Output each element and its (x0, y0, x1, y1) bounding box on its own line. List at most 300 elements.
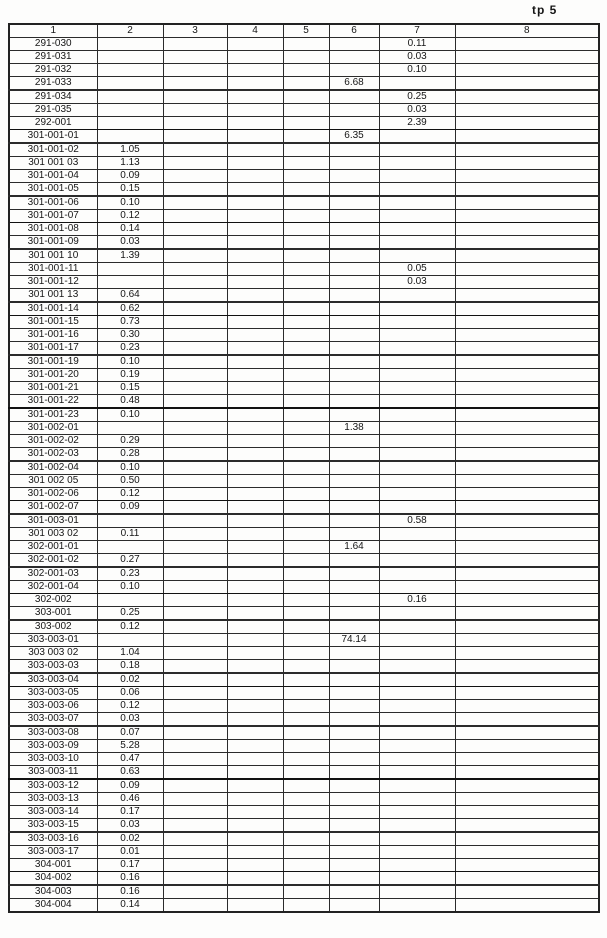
value-cell (455, 263, 599, 276)
table-row (9, 581, 599, 594)
value-cell (455, 130, 599, 144)
value-cell (329, 382, 379, 395)
value-cell: 0.02 (97, 673, 163, 687)
value-cell (283, 673, 329, 687)
row-code-cell: 301 001 13 (9, 289, 97, 303)
value-cell (163, 528, 227, 541)
value-cell (283, 461, 329, 475)
value-cell (379, 832, 455, 846)
value-cell: 0.23 (97, 567, 163, 581)
value-cell (455, 488, 599, 501)
value-cell (283, 872, 329, 886)
row-code-cell: 302-001-04 (9, 581, 97, 594)
value-cell (455, 236, 599, 250)
value-cell (163, 329, 227, 342)
value-cell (455, 316, 599, 329)
value-cell (163, 170, 227, 183)
value-cell (329, 581, 379, 594)
row-code-cell: 302-002 (9, 594, 97, 607)
value-cell (455, 766, 599, 780)
value-cell (227, 594, 283, 607)
value-cell (379, 660, 455, 674)
table-row (9, 408, 599, 422)
value-cell (163, 872, 227, 886)
value-cell: 0.46 (97, 793, 163, 806)
value-cell (455, 276, 599, 289)
row-code-cell: 301-001-08 (9, 223, 97, 236)
value-cell (227, 832, 283, 846)
value-cell: 0.12 (97, 488, 163, 501)
row-code-cell: 301-001-12 (9, 276, 97, 289)
value-cell: 6.68 (329, 77, 379, 91)
value-cell (163, 143, 227, 157)
value-cell (163, 713, 227, 727)
value-cell (379, 157, 455, 170)
value-cell: 0.01 (97, 846, 163, 859)
row-code-cell: 303-003-14 (9, 806, 97, 819)
value-cell (283, 501, 329, 515)
value-cell (455, 448, 599, 462)
value-cell: 0.50 (97, 475, 163, 488)
table-row (9, 859, 599, 872)
value-cell (455, 157, 599, 170)
value-cell: 0.63 (97, 766, 163, 780)
value-cell (379, 899, 455, 913)
value-cell (283, 104, 329, 117)
value-cell (379, 329, 455, 342)
value-cell (283, 236, 329, 250)
value-cell (163, 514, 227, 528)
row-code-cell: 303 003 02 (9, 647, 97, 660)
value-cell: 0.03 (379, 51, 455, 64)
table-row (9, 329, 599, 342)
value-cell (379, 249, 455, 263)
value-cell (163, 117, 227, 130)
value-cell (455, 461, 599, 475)
value-cell (227, 806, 283, 819)
value-cell: 0.14 (97, 899, 163, 913)
table-row (9, 130, 599, 144)
value-cell (455, 740, 599, 753)
value-cell (227, 369, 283, 382)
value-cell (379, 210, 455, 223)
value-cell (329, 859, 379, 872)
value-cell: 0.15 (97, 382, 163, 395)
data-table (8, 23, 600, 913)
table-row (9, 395, 599, 409)
row-code-cell: 301-002-01 (9, 422, 97, 435)
value-cell (227, 90, 283, 104)
row-code-cell: 291-034 (9, 90, 97, 104)
table-row (9, 634, 599, 647)
value-cell (227, 528, 283, 541)
value-cell (455, 170, 599, 183)
value-cell: 1.13 (97, 157, 163, 170)
value-cell (329, 461, 379, 475)
table-row (9, 249, 599, 263)
value-cell (283, 369, 329, 382)
table-row (9, 753, 599, 766)
value-cell (379, 316, 455, 329)
row-code-cell: 301-002-02 (9, 435, 97, 448)
value-cell (227, 740, 283, 753)
value-cell (455, 687, 599, 700)
value-cell (163, 620, 227, 634)
value-cell (283, 249, 329, 263)
value-cell (283, 38, 329, 51)
value-cell (97, 541, 163, 554)
value-cell (163, 90, 227, 104)
value-cell (163, 885, 227, 899)
value-cell (283, 435, 329, 448)
value-cell (227, 183, 283, 197)
row-code-cell: 303-003-16 (9, 832, 97, 846)
column-header-1: 1 (9, 24, 97, 38)
value-cell (329, 435, 379, 448)
value-cell (227, 607, 283, 621)
value-cell: 0.17 (97, 859, 163, 872)
value-cell: 0.27 (97, 554, 163, 568)
table-row (9, 38, 599, 51)
table-row (9, 77, 599, 91)
value-cell (283, 488, 329, 501)
row-code-cell: 301-001-14 (9, 302, 97, 316)
column-header-6: 6 (329, 24, 379, 38)
value-cell (163, 263, 227, 276)
row-code-cell: 304-004 (9, 899, 97, 913)
value-cell (379, 183, 455, 197)
value-cell (163, 38, 227, 51)
value-cell (329, 819, 379, 833)
value-cell (283, 634, 329, 647)
value-cell: 0.10 (97, 461, 163, 475)
value-cell (379, 196, 455, 210)
value-cell (163, 806, 227, 819)
value-cell (455, 620, 599, 634)
value-cell (455, 435, 599, 448)
table-row (9, 104, 599, 117)
value-cell (329, 488, 379, 501)
value-cell (227, 157, 283, 170)
value-cell (379, 355, 455, 369)
column-header-5: 5 (283, 24, 329, 38)
table-row (9, 594, 599, 607)
value-cell (379, 554, 455, 568)
value-cell (97, 117, 163, 130)
value-cell (163, 289, 227, 303)
value-cell (329, 210, 379, 223)
value-cell (379, 475, 455, 488)
value-cell (283, 183, 329, 197)
row-code-cell: 301-001-06 (9, 196, 97, 210)
value-cell (97, 64, 163, 77)
value-cell (283, 475, 329, 488)
value-cell (455, 342, 599, 356)
table-row (9, 51, 599, 64)
row-code-cell: 291-035 (9, 104, 97, 117)
value-cell (379, 408, 455, 422)
table-row (9, 210, 599, 223)
value-cell (163, 753, 227, 766)
value-cell (455, 713, 599, 727)
value-cell (283, 395, 329, 409)
value-cell (379, 130, 455, 144)
value-cell (283, 355, 329, 369)
row-code-cell: 303-003-10 (9, 753, 97, 766)
value-cell (379, 77, 455, 91)
value-cell (283, 660, 329, 674)
value-cell (379, 726, 455, 740)
value-cell (379, 395, 455, 409)
value-cell (379, 859, 455, 872)
value-cell (227, 276, 283, 289)
value-cell (329, 753, 379, 766)
value-cell (163, 766, 227, 780)
value-cell (227, 77, 283, 91)
value-cell (329, 302, 379, 316)
value-cell (97, 130, 163, 144)
value-cell (227, 223, 283, 236)
value-cell (227, 104, 283, 117)
table-row (9, 660, 599, 674)
table-row (9, 501, 599, 515)
value-cell (227, 342, 283, 356)
value-cell (283, 329, 329, 342)
value-cell (329, 475, 379, 488)
value-cell (455, 104, 599, 117)
value-cell (455, 700, 599, 713)
value-cell (227, 700, 283, 713)
value-cell (329, 766, 379, 780)
value-cell (455, 832, 599, 846)
value-cell (227, 461, 283, 475)
row-code-cell: 291-030 (9, 38, 97, 51)
value-cell (227, 766, 283, 780)
value-cell (163, 395, 227, 409)
value-cell (283, 276, 329, 289)
row-code-cell: 303-003-09 (9, 740, 97, 753)
value-cell (455, 64, 599, 77)
value-cell (163, 647, 227, 660)
value-cell (329, 90, 379, 104)
row-code-cell: 301-001-19 (9, 355, 97, 369)
value-cell (97, 90, 163, 104)
value-cell (329, 316, 379, 329)
value-cell (283, 581, 329, 594)
table-row (9, 647, 599, 660)
value-cell (455, 408, 599, 422)
row-code-cell: 301 003 02 (9, 528, 97, 541)
value-cell (379, 170, 455, 183)
value-cell (329, 779, 379, 793)
value-cell (97, 594, 163, 607)
value-cell (97, 104, 163, 117)
value-cell (283, 90, 329, 104)
value-cell: 0.14 (97, 223, 163, 236)
value-cell: 0.23 (97, 342, 163, 356)
table-row (9, 316, 599, 329)
row-code-cell: 301-001-23 (9, 408, 97, 422)
table-row (9, 236, 599, 250)
value-cell (455, 90, 599, 104)
table-row (9, 422, 599, 435)
value-cell (329, 594, 379, 607)
value-cell (455, 422, 599, 435)
table-row (9, 806, 599, 819)
value-cell (455, 607, 599, 621)
value-cell (329, 793, 379, 806)
table-row (9, 899, 599, 913)
column-header-8: 8 (455, 24, 599, 38)
value-cell (283, 554, 329, 568)
value-cell (455, 581, 599, 594)
value-cell: 0.11 (379, 38, 455, 51)
value-cell (455, 726, 599, 740)
table-row (9, 475, 599, 488)
value-cell (283, 541, 329, 554)
table-row (9, 726, 599, 740)
value-cell (283, 448, 329, 462)
table-row (9, 355, 599, 369)
value-cell (379, 302, 455, 316)
value-cell (283, 157, 329, 170)
value-cell: 1.04 (97, 647, 163, 660)
value-cell (455, 859, 599, 872)
value-cell (455, 567, 599, 581)
value-cell: 0.09 (97, 501, 163, 515)
table-row (9, 687, 599, 700)
table-row (9, 369, 599, 382)
value-cell (329, 38, 379, 51)
value-cell (379, 872, 455, 886)
table-row (9, 541, 599, 554)
value-cell (227, 779, 283, 793)
value-cell (379, 819, 455, 833)
row-code-cell: 304-003 (9, 885, 97, 899)
row-code-cell: 301-001-04 (9, 170, 97, 183)
value-cell (379, 289, 455, 303)
value-cell (163, 779, 227, 793)
value-cell (455, 528, 599, 541)
value-cell (163, 594, 227, 607)
row-code-cell: 301-001-22 (9, 395, 97, 409)
value-cell (455, 634, 599, 647)
value-cell (329, 249, 379, 263)
value-cell (227, 236, 283, 250)
value-cell (227, 117, 283, 130)
row-code-cell: 292-001 (9, 117, 97, 130)
value-cell (283, 408, 329, 422)
value-cell (329, 687, 379, 700)
value-cell (163, 567, 227, 581)
value-cell (283, 514, 329, 528)
value-cell (163, 302, 227, 316)
value-cell (97, 514, 163, 528)
value-cell (227, 554, 283, 568)
value-cell (455, 793, 599, 806)
table-row (9, 64, 599, 77)
value-cell (163, 342, 227, 356)
row-code-cell: 301-002-04 (9, 461, 97, 475)
table-row (9, 620, 599, 634)
value-cell (163, 740, 227, 753)
row-code-cell: 301-001-02 (9, 143, 97, 157)
value-cell (379, 528, 455, 541)
value-cell: 2.39 (379, 117, 455, 130)
value-cell (163, 819, 227, 833)
value-cell (379, 753, 455, 766)
value-cell (163, 846, 227, 859)
value-cell: 0.25 (97, 607, 163, 621)
value-cell (455, 249, 599, 263)
value-cell (379, 740, 455, 753)
value-cell (227, 355, 283, 369)
value-cell (227, 249, 283, 263)
value-cell (163, 236, 227, 250)
value-cell (455, 660, 599, 674)
value-cell (455, 143, 599, 157)
value-cell (455, 806, 599, 819)
value-cell (455, 77, 599, 91)
value-cell (283, 620, 329, 634)
table-row (9, 793, 599, 806)
value-cell (227, 713, 283, 727)
column-header-7: 7 (379, 24, 455, 38)
value-cell (283, 594, 329, 607)
value-cell (283, 382, 329, 395)
value-cell (329, 236, 379, 250)
value-cell (329, 64, 379, 77)
value-cell (227, 448, 283, 462)
value-cell (329, 700, 379, 713)
value-cell (455, 541, 599, 554)
value-cell (329, 263, 379, 276)
value-cell: 0.12 (97, 210, 163, 223)
table-row (9, 276, 599, 289)
value-cell: 0.30 (97, 329, 163, 342)
value-cell (163, 581, 227, 594)
value-cell (379, 634, 455, 647)
value-cell (329, 143, 379, 157)
value-cell (227, 620, 283, 634)
value-cell: 0.17 (97, 806, 163, 819)
row-code-cell: 303-003-07 (9, 713, 97, 727)
table-row (9, 342, 599, 356)
value-cell (379, 369, 455, 382)
value-cell: 0.29 (97, 435, 163, 448)
row-code-cell: 301-001-09 (9, 236, 97, 250)
value-cell (379, 700, 455, 713)
value-cell (227, 51, 283, 64)
value-cell (227, 793, 283, 806)
value-cell (163, 832, 227, 846)
value-cell (283, 528, 329, 541)
value-cell (163, 448, 227, 462)
value-cell: 1.39 (97, 249, 163, 263)
value-cell: 0.15 (97, 183, 163, 197)
value-cell: 0.16 (379, 594, 455, 607)
value-cell (379, 567, 455, 581)
value-cell (227, 289, 283, 303)
row-code-cell: 303-003-04 (9, 673, 97, 687)
value-cell (455, 779, 599, 793)
value-cell: 0.25 (379, 90, 455, 104)
table-header-row (9, 24, 599, 38)
value-cell: 0.09 (97, 170, 163, 183)
value-cell (329, 647, 379, 660)
table-row (9, 713, 599, 727)
value-cell (227, 581, 283, 594)
